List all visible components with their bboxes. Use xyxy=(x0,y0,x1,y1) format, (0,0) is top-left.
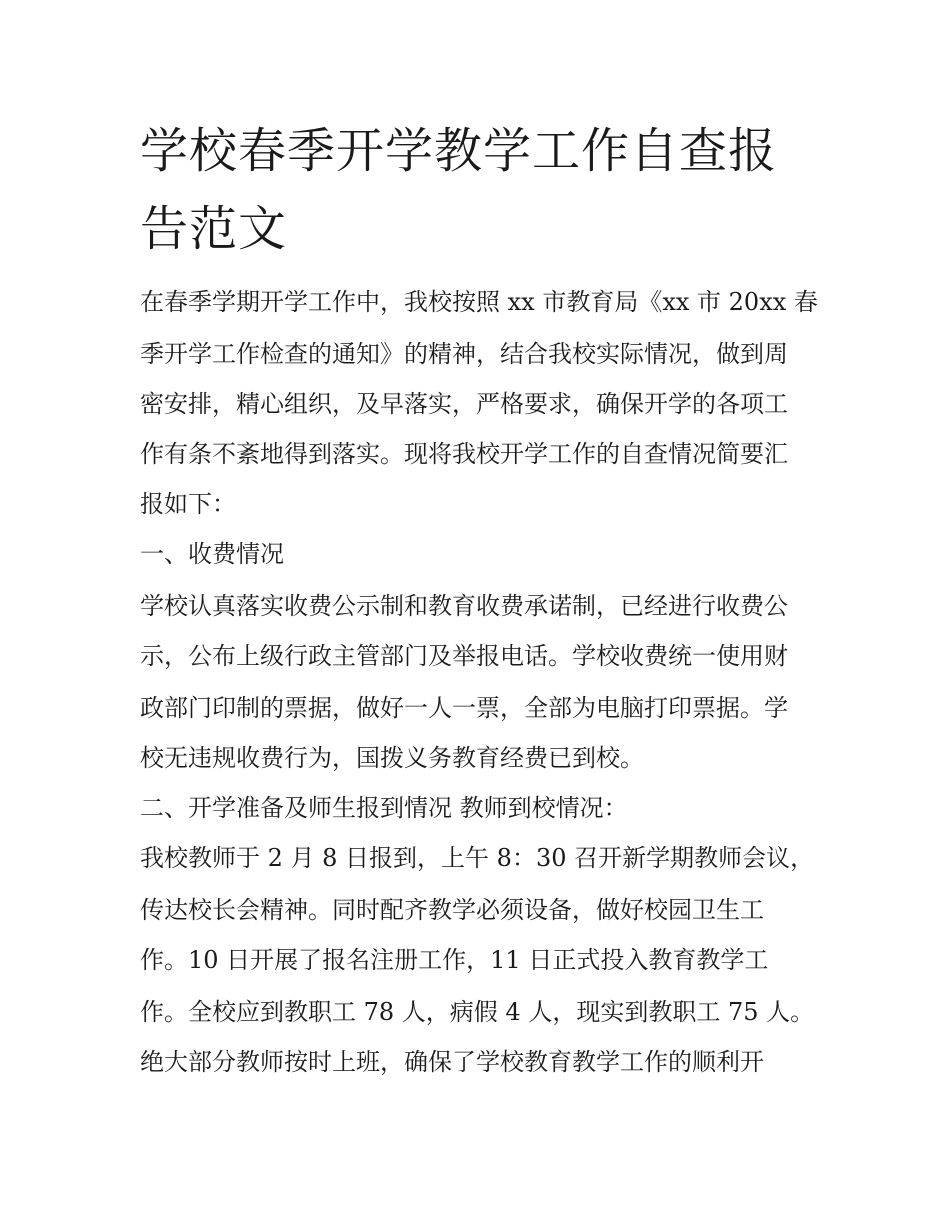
title-line-2: 告范文 xyxy=(140,201,288,257)
title-line-1: 学校春季开学教学工作自查报 xyxy=(140,123,778,179)
body-line: 政部门印制的票据，做好一人一票，全部为电脑打印票据。学 xyxy=(140,694,788,722)
body-line: 季开学工作检查的通知》的精神，结合我校实际情况，做到周 xyxy=(140,340,788,368)
body-line: 我校教师于 2 月 8 日报到，上午 8：30 召开新学期教师会议， xyxy=(140,844,815,872)
body-line: 报如下： xyxy=(140,490,236,518)
section-heading-enrollment: 二、开学准备及师生报到情况 教师到校情况： xyxy=(140,794,628,822)
body-line: 密安排，精心组织，及早落实，严格要求，确保开学的各项工 xyxy=(140,390,788,418)
body-line: 作。10 日开展了报名注册工作，11 日正式投入教育教学工 xyxy=(140,946,769,974)
body-line: 作有条不紊地得到落实。现将我校开学工作的自查情况简要汇 xyxy=(140,440,788,468)
body-line: 校无违规收费行为，国拨义务教育经费已到校。 xyxy=(140,744,644,772)
document-title xyxy=(140,112,820,268)
body-line: 绝大部分教师按时上班，确保了学校教育教学工作的顺利开 xyxy=(140,1048,764,1076)
body-line: 传达校长会精神。同时配齐教学必须设备，做好校园卫生工 xyxy=(140,896,764,924)
body-line: 示，公布上级行政主管部门及举报电话。学校收费统一使用财 xyxy=(140,642,788,670)
section-heading-fees: 一、收费情况 xyxy=(140,540,284,568)
body-line: 在春季学期开学工作中，我校按照 xx 市教育局《xx 市 20xx 春 xyxy=(140,288,818,316)
body-line: 学校认真落实收费公示制和教育收费承诺制，已经进行收费公 xyxy=(140,592,788,620)
body-line: 作。全校应到教职工 78 人，病假 4 人，现实到教职工 75 人。 xyxy=(140,998,815,1026)
